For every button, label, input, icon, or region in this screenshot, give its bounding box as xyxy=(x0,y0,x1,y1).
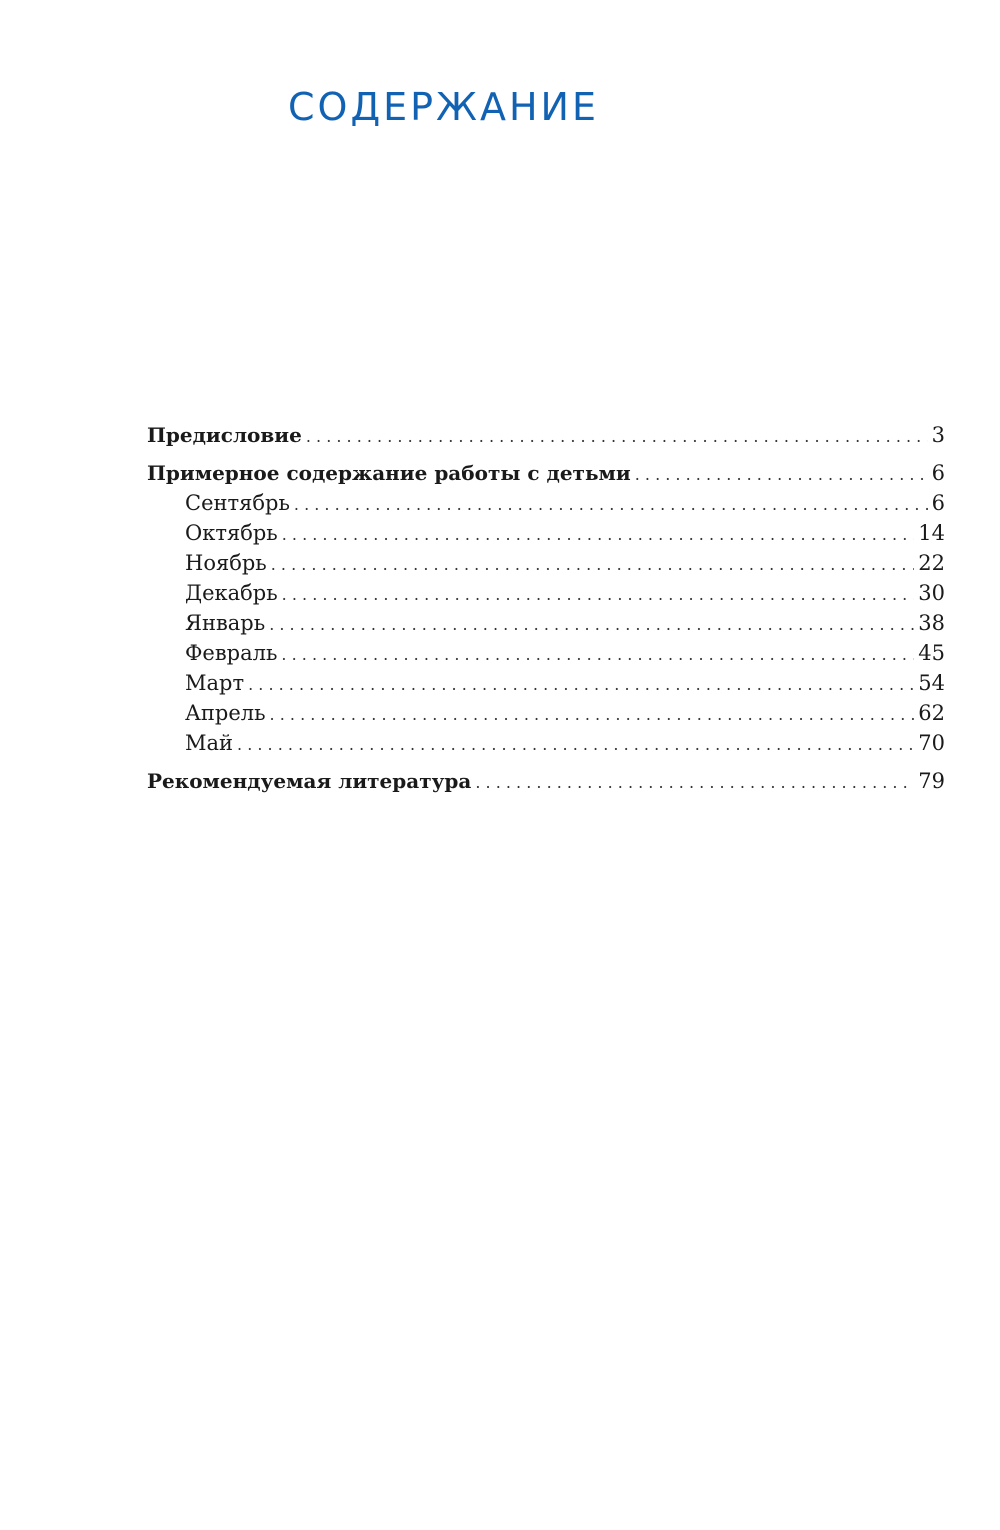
dot-leader xyxy=(294,490,928,520)
toc-entry-february[interactable] xyxy=(147,638,945,668)
toc-entry-recommended-literature[interactable] xyxy=(147,766,945,796)
toc-entry-october[interactable] xyxy=(147,518,945,548)
dot-leader xyxy=(282,580,915,610)
toc-page-number: 30 xyxy=(918,581,945,605)
toc-entry-label: Предисловие xyxy=(147,423,302,447)
dot-leader xyxy=(635,460,928,490)
dot-leader xyxy=(269,610,914,640)
dot-leader xyxy=(248,670,914,700)
toc-entry-label: Октябрь xyxy=(185,521,278,545)
toc-page-number: 45 xyxy=(918,641,945,665)
toc-page-number: 54 xyxy=(918,671,945,695)
dot-leader xyxy=(270,700,915,730)
toc-page-number: 14 xyxy=(918,521,945,545)
dot-leader xyxy=(475,768,914,798)
toc-page-number: 62 xyxy=(918,701,945,725)
toc-page-number: 70 xyxy=(918,731,945,755)
toc-entry-label: Март xyxy=(185,671,245,695)
toc-entry-december[interactable] xyxy=(147,578,945,608)
toc-entry-label: Рекомендуемая литература xyxy=(147,769,472,793)
toc-entry-label: Ноябрь xyxy=(185,551,267,575)
toc-entry-label: Декабрь xyxy=(185,581,278,605)
toc-page-number: 79 xyxy=(918,769,945,793)
toc-page-number: 6 xyxy=(931,491,945,515)
dot-leader xyxy=(271,550,915,580)
toc-entry-preface[interactable] xyxy=(147,420,945,450)
toc-page-number: 22 xyxy=(918,551,945,575)
toc-page-number: 3 xyxy=(931,423,945,447)
toc-entry-march[interactable] xyxy=(147,668,945,698)
toc-entry-september[interactable] xyxy=(147,488,945,518)
dot-leader xyxy=(237,730,914,760)
toc-entry-label: Февраль xyxy=(185,641,278,665)
toc-entry-label: Сентябрь xyxy=(185,491,290,515)
page-title: СОДЕРЖАНИЕ xyxy=(288,85,599,129)
dot-leader xyxy=(282,520,915,550)
toc-entry-label: Примерное содержание работы с детьми xyxy=(147,461,631,485)
toc-entry-april[interactable] xyxy=(147,698,945,728)
toc-entry-label: Январь xyxy=(185,611,266,635)
toc-page-number: 6 xyxy=(931,461,945,485)
toc-entry-january[interactable] xyxy=(147,608,945,638)
toc-entry-november[interactable] xyxy=(147,548,945,578)
dot-leader xyxy=(306,422,928,452)
toc-entry-label: Май xyxy=(185,731,234,755)
toc-entry-may[interactable] xyxy=(147,728,945,758)
toc-page-number: 38 xyxy=(918,611,945,635)
dot-leader xyxy=(281,640,914,670)
toc-entry-label: Апрель xyxy=(185,701,266,725)
toc-entry-work-content[interactable] xyxy=(147,458,945,488)
table-of-contents xyxy=(147,420,945,796)
